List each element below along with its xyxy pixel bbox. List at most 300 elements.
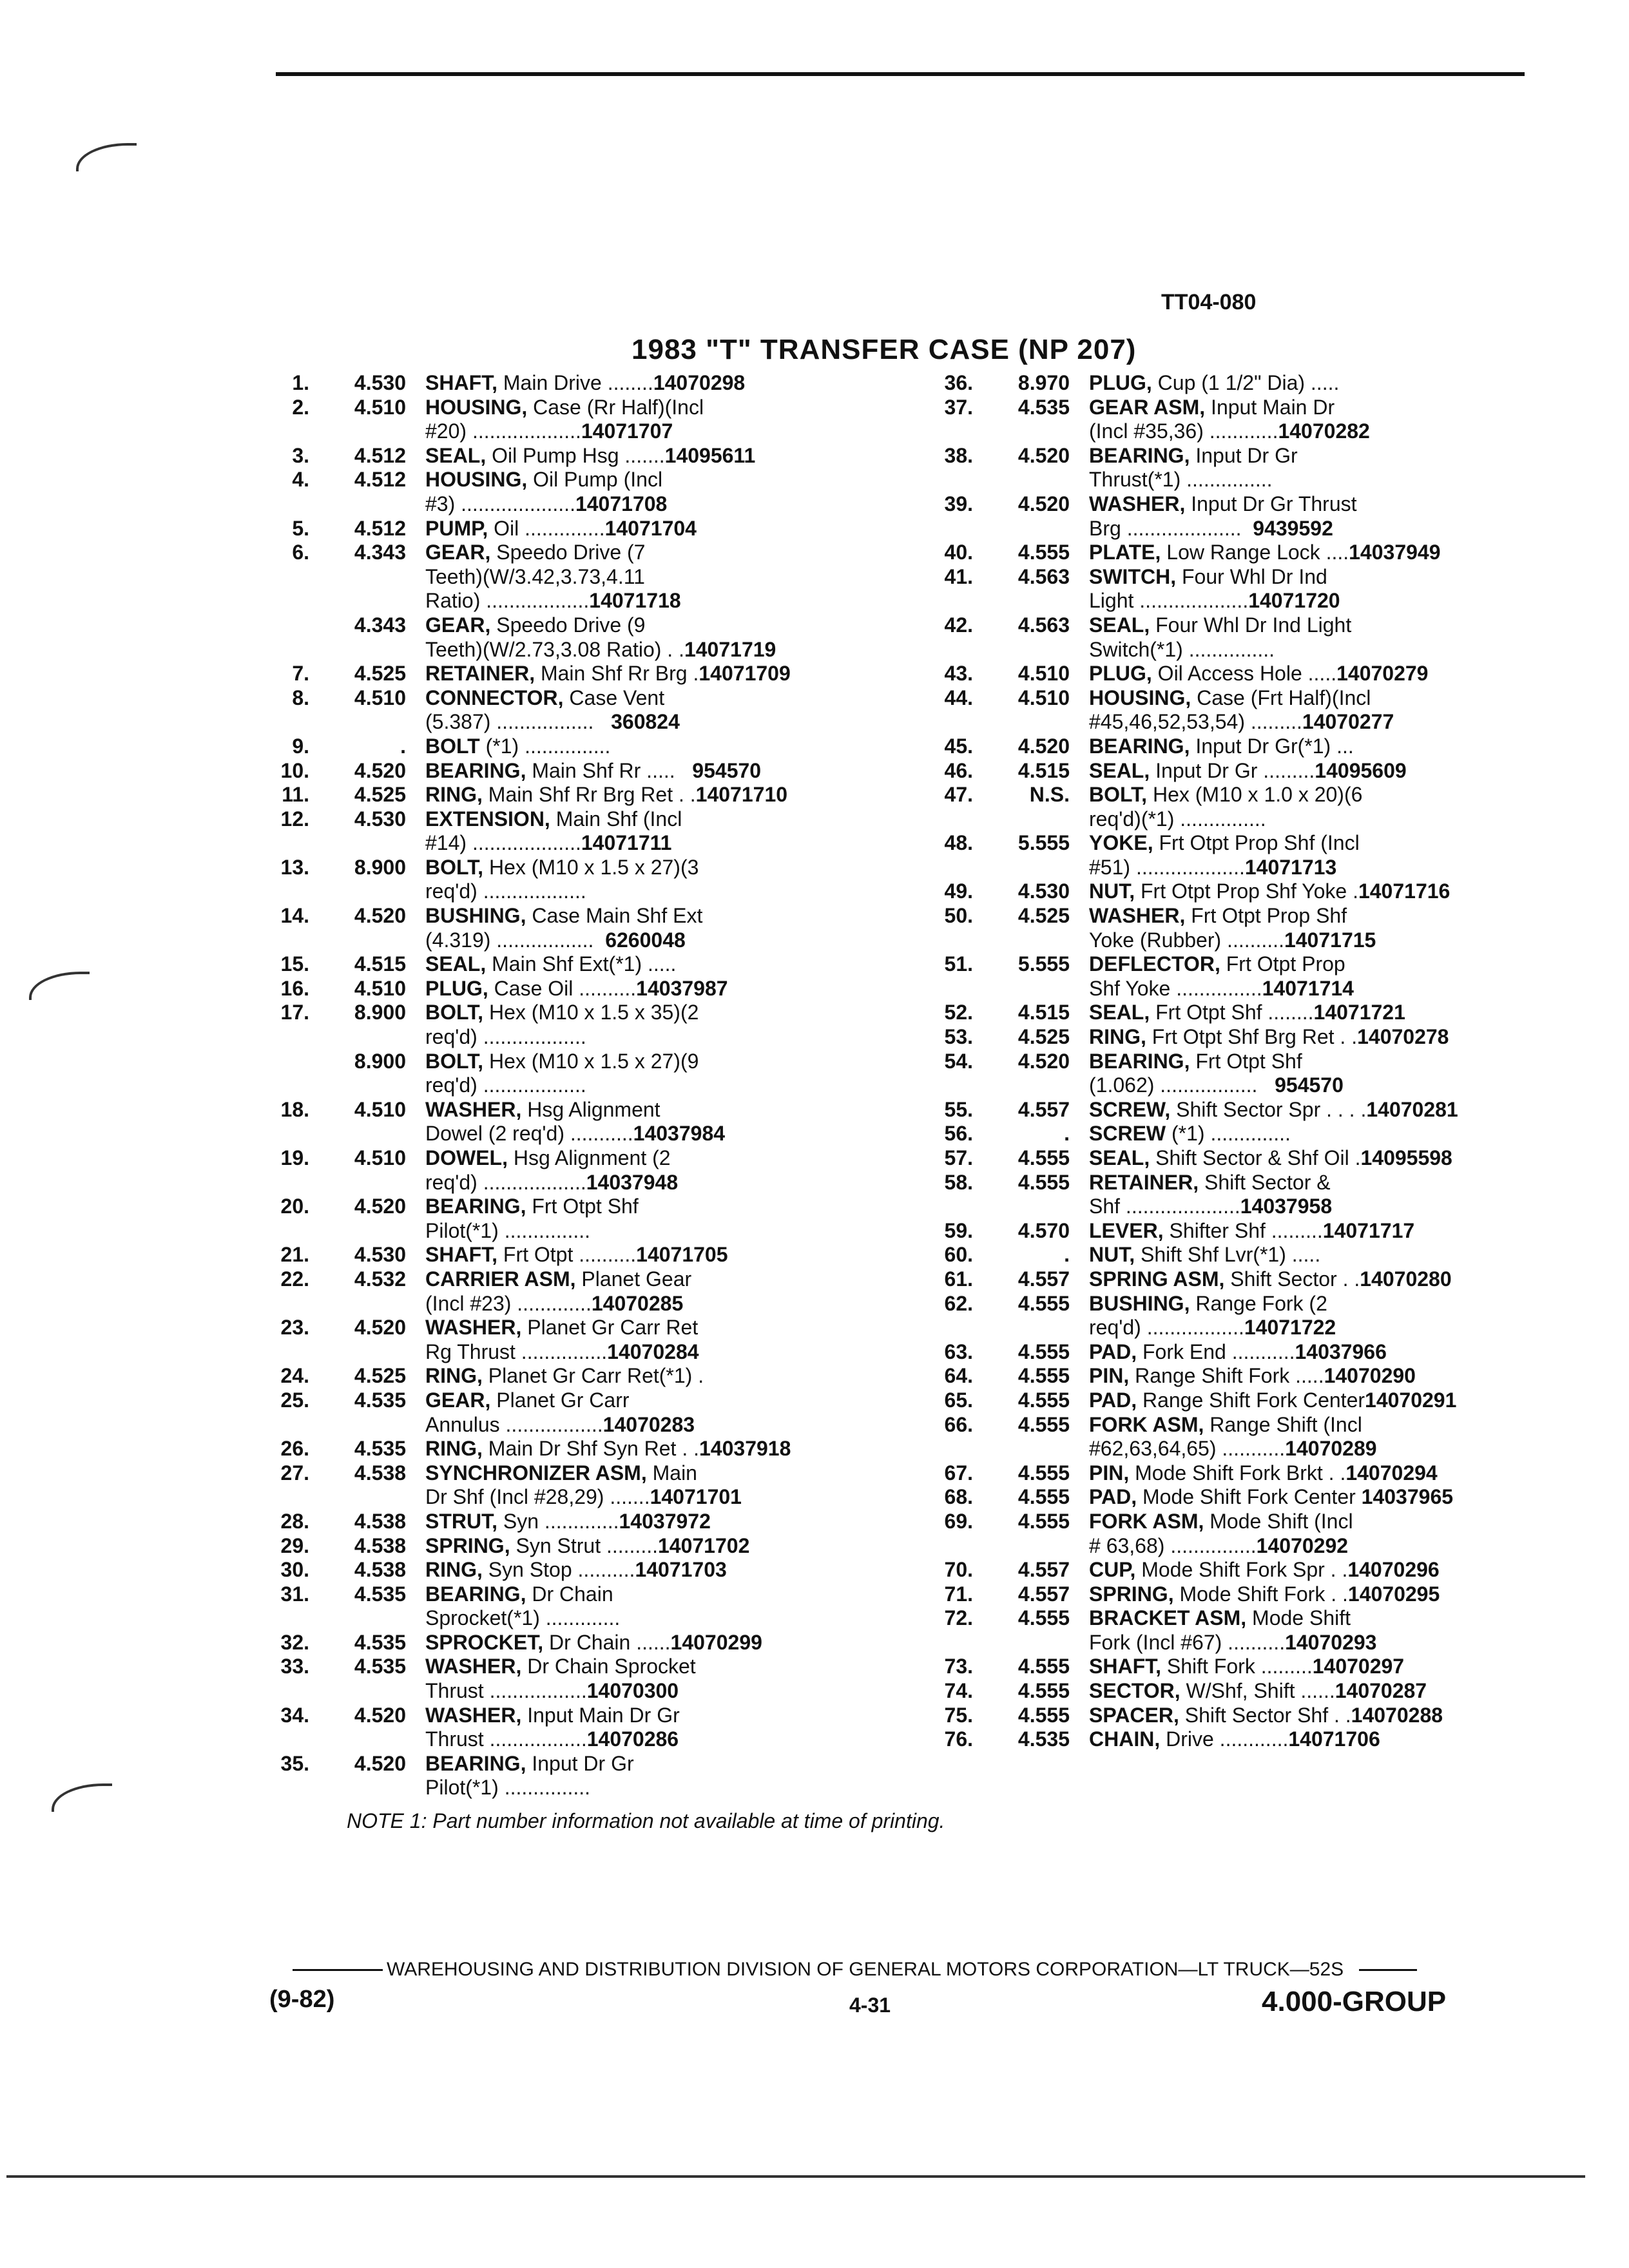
group-number — [309, 1727, 425, 1752]
item-number — [256, 1025, 309, 1050]
part-row — [256, 419, 985, 444]
item-number — [920, 977, 973, 1001]
part-detail: Input Dr Gr ......... — [1150, 758, 1315, 782]
item-number: 31. — [280, 1582, 309, 1606]
part-detail: req'd) ................. — [1089, 1316, 1244, 1340]
group-number: 4.535 — [1017, 395, 1070, 419]
part-description — [425, 1534, 985, 1559]
footer-dash — [293, 1969, 383, 1971]
part-description — [1089, 1485, 1629, 1510]
part-detail: Hex (M10 x 1.0 x 20)(6 — [1147, 783, 1363, 807]
group-number: 4.525 — [354, 1364, 406, 1388]
part-name: GEAR, — [425, 613, 491, 637]
part-detail: Four Whl Dr Ind Light — [1150, 613, 1352, 637]
part-detail: Planet Gr Carr Ret(*1) . — [482, 1364, 704, 1388]
group-number: 4.555 — [1017, 1655, 1070, 1678]
group-number: 4.538 — [354, 1533, 406, 1557]
part-name: HOUSING, — [425, 468, 528, 492]
item-number: 21. — [280, 1243, 309, 1267]
part-description — [425, 1073, 985, 1098]
part-name: SCREW — [1089, 1122, 1166, 1146]
part-detail: Hex (M10 x 1.5 x 35)(2 — [483, 1001, 699, 1024]
part-row — [920, 1364, 1629, 1389]
part-row — [920, 1389, 1629, 1413]
item-number: 44. — [944, 686, 973, 709]
group-number: 4.530 — [354, 371, 406, 394]
group-number — [973, 419, 1089, 444]
part-detail: Brg .................... — [1089, 516, 1253, 540]
item-number: 62. — [944, 1291, 973, 1315]
group-number: 8.900 — [354, 855, 406, 879]
part-detail: Mode Shift Fork . . — [1173, 1582, 1348, 1606]
part-number: 14071704 — [604, 516, 697, 540]
group-number: 4.510 — [354, 1146, 406, 1169]
group-number: 4.530 — [1017, 879, 1070, 903]
part-row — [256, 952, 985, 977]
item-number: 23. — [280, 1316, 309, 1340]
part-description — [425, 1098, 985, 1122]
group-number: 4.520 — [354, 1703, 406, 1727]
part-row — [920, 1146, 1629, 1171]
part-description — [425, 1752, 985, 1776]
part-number: 14071722 — [1244, 1316, 1336, 1340]
item-number: 72. — [944, 1606, 973, 1630]
part-description — [1089, 686, 1629, 711]
part-name: WASHER, — [1089, 492, 1186, 515]
part-number: 954570 — [692, 758, 762, 782]
part-description — [1089, 952, 1629, 977]
part-detail: #45,46,52,53,54) ......... — [1089, 710, 1302, 734]
part-detail: Thrust ................. — [425, 1679, 587, 1703]
part-name: PLUG, — [1089, 662, 1152, 686]
part-name: BRACKET ASM, — [1089, 1606, 1247, 1630]
item-number — [256, 1679, 309, 1704]
group-number — [973, 1631, 1089, 1655]
group-number — [309, 565, 425, 590]
part-number: 14037918 — [699, 1437, 791, 1461]
part-description — [425, 759, 985, 783]
group-number — [973, 468, 1089, 492]
part-detail: #62,63,64,65) ........... — [1089, 1437, 1286, 1461]
part-row — [920, 1171, 1629, 1195]
part-name: FORK ASM, — [1089, 1412, 1204, 1436]
part-detail: Ratio) .................. — [425, 589, 590, 613]
item-number: 20. — [280, 1195, 309, 1218]
group-number — [309, 1171, 425, 1195]
part-number: 14070287 — [1335, 1679, 1427, 1703]
part-number: 14071716 — [1358, 879, 1451, 903]
part-description — [425, 1364, 985, 1389]
part-row — [920, 735, 1629, 759]
item-number: 9. — [292, 734, 309, 758]
part-description — [425, 1727, 985, 1752]
part-name: PAD, — [1089, 1485, 1137, 1509]
part-description — [425, 1679, 985, 1704]
item-number: 34. — [280, 1703, 309, 1727]
part-detail: Oil Pump (Incl — [527, 468, 663, 492]
part-description — [1089, 1025, 1629, 1050]
item-number — [256, 613, 309, 638]
part-detail: Drive ............ — [1160, 1727, 1289, 1751]
group-number — [309, 1122, 425, 1146]
item-number: 36. — [944, 371, 973, 394]
item-number — [920, 807, 973, 832]
part-number: 14070295 — [1347, 1582, 1440, 1606]
part-row — [256, 1292, 985, 1316]
part-name: SWITCH, — [1089, 564, 1177, 588]
part-detail: (4.319) ................. — [425, 928, 606, 952]
item-number: 27. — [280, 1461, 309, 1485]
part-row — [256, 686, 985, 711]
item-number — [920, 468, 973, 492]
part-number: 14037966 — [1295, 1340, 1387, 1363]
part-detail: Frt Otpt Shf ........ — [1150, 1001, 1314, 1024]
part-detail: Oil Pump Hsg ....... — [486, 443, 665, 467]
part-number: 14071717 — [1322, 1218, 1415, 1242]
part-description — [425, 1606, 985, 1631]
part-row — [256, 1146, 985, 1171]
part-description — [425, 468, 985, 492]
part-row — [256, 1679, 985, 1704]
part-name: SHAFT, — [1089, 1655, 1161, 1678]
part-row — [920, 541, 1629, 565]
part-description — [1089, 1316, 1629, 1340]
part-detail: (*1) ............... — [479, 734, 611, 758]
part-detail: Shifter Shf ......... — [1163, 1218, 1323, 1242]
part-row — [256, 783, 985, 807]
part-name: HOUSING, — [1089, 686, 1191, 709]
part-row — [256, 541, 985, 565]
group-number — [309, 1340, 425, 1365]
part-row — [920, 1558, 1629, 1582]
item-number — [920, 856, 973, 880]
part-row — [256, 856, 985, 880]
group-number: 4.510 — [1017, 662, 1070, 686]
item-number — [256, 1171, 309, 1195]
part-detail: Case Oil .......... — [488, 976, 637, 1000]
group-number: 4.555 — [1017, 1679, 1070, 1703]
part-row — [920, 1606, 1629, 1631]
item-number: 28. — [280, 1509, 309, 1533]
part-detail: Planet Gr Carr — [490, 1388, 630, 1412]
part-detail: Input Dr Gr — [1190, 443, 1298, 467]
part-description — [425, 952, 985, 977]
part-description — [1089, 928, 1629, 953]
part-detail: Mode Shift (Incl — [1204, 1509, 1353, 1533]
part-detail: Shf Yoke ............... — [1089, 976, 1262, 1000]
part-number: 14071721 — [1313, 1001, 1405, 1024]
part-name: HOUSING, — [425, 395, 528, 419]
part-row — [920, 904, 1629, 928]
part-description — [425, 856, 985, 880]
item-number: 16. — [280, 976, 309, 1000]
part-description — [1089, 1558, 1629, 1582]
group-number: 4.525 — [1017, 1025, 1070, 1049]
part-description — [1089, 419, 1629, 444]
part-description — [1089, 1727, 1629, 1752]
part-detail: Low Range Lock .... — [1161, 541, 1349, 564]
part-detail: req'd)(*1) ............... — [1089, 807, 1266, 831]
part-description — [425, 396, 985, 420]
part-name: FORK ASM, — [1089, 1509, 1204, 1533]
group-number: 4.512 — [354, 468, 406, 492]
group-number: 4.563 — [1017, 613, 1070, 637]
group-number: 4.555 — [1017, 1388, 1070, 1412]
group-number: 4.555 — [1017, 1170, 1070, 1194]
part-number: 14071715 — [1284, 928, 1376, 952]
part-row — [256, 1001, 985, 1025]
item-number: 41. — [944, 564, 973, 588]
part-description — [425, 444, 985, 468]
item-number — [920, 1316, 973, 1340]
part-row — [256, 1485, 985, 1510]
part-number: 14070291 — [1365, 1388, 1457, 1412]
part-row — [920, 952, 1629, 977]
part-description — [425, 831, 985, 856]
group-number: 4.525 — [1017, 904, 1070, 928]
part-number: 14070297 — [1312, 1655, 1405, 1678]
group-number: 4.520 — [354, 1316, 406, 1340]
part-number: 14071707 — [581, 419, 673, 443]
part-description — [1089, 1606, 1629, 1631]
part-detail: Fork End ........... — [1137, 1340, 1295, 1363]
item-number — [256, 879, 309, 904]
group-number: 4.535 — [354, 1388, 406, 1412]
part-description — [1089, 1413, 1629, 1437]
group-number: 4.555 — [1017, 1364, 1070, 1388]
part-description — [1089, 492, 1629, 517]
part-detail: Input Main Dr Gr — [521, 1703, 680, 1727]
part-description — [425, 1001, 985, 1025]
part-detail: Syn ............. — [497, 1509, 619, 1533]
part-description — [1089, 565, 1629, 590]
item-number: 61. — [944, 1267, 973, 1291]
group-number — [309, 492, 425, 517]
part-description — [1089, 1461, 1629, 1486]
part-number: 14070289 — [1285, 1437, 1377, 1461]
group-number — [973, 977, 1089, 1001]
group-number — [309, 1292, 425, 1316]
item-number: 65. — [944, 1388, 973, 1412]
group-number: 5.555 — [1017, 952, 1070, 976]
part-name: WASHER, — [1089, 904, 1186, 928]
group-number: 8.970 — [1017, 371, 1070, 394]
part-description — [425, 879, 985, 904]
part-row — [920, 419, 1629, 444]
part-detail: # 63,68) ............... — [1089, 1533, 1257, 1557]
part-name: YOKE, — [1089, 831, 1153, 855]
part-detail: Shift Shf Lvr(*1) ..... — [1135, 1243, 1321, 1267]
part-row — [256, 1558, 985, 1582]
part-detail: Pilot(*1) ............... — [425, 1776, 591, 1800]
group-number: 4.538 — [354, 1461, 406, 1485]
part-row — [920, 613, 1629, 638]
part-row — [256, 1606, 985, 1631]
part-number: 14070298 — [653, 371, 746, 394]
item-number — [920, 1631, 973, 1655]
part-number: 14070294 — [1345, 1461, 1438, 1485]
part-description — [425, 613, 985, 638]
part-number: 14070283 — [602, 1412, 695, 1436]
part-number: 14070280 — [1360, 1267, 1452, 1291]
part-number: 14071713 — [1244, 855, 1337, 879]
part-number: 14070282 — [1278, 419, 1370, 443]
part-number: 14070300 — [586, 1679, 679, 1703]
part-description — [1089, 613, 1629, 638]
group-number: 4.343 — [354, 613, 406, 637]
part-description — [1089, 977, 1629, 1001]
item-number: 75. — [944, 1703, 973, 1727]
part-description — [1089, 1389, 1629, 1413]
part-description — [425, 1122, 985, 1146]
item-number: 33. — [280, 1655, 309, 1678]
group-number: 4.510 — [354, 976, 406, 1000]
part-description — [425, 1050, 985, 1074]
group-number: 4.535 — [354, 1437, 406, 1461]
part-number: 14071706 — [1288, 1727, 1380, 1751]
part-name: GEAR ASM, — [1089, 395, 1206, 419]
part-name: BEARING, — [1089, 734, 1190, 758]
part-detail: Range Shift (Incl — [1204, 1412, 1362, 1436]
part-row — [256, 1704, 985, 1728]
item-number — [256, 928, 309, 953]
part-number: 14070296 — [1347, 1558, 1440, 1582]
part-description — [1089, 517, 1629, 541]
part-number: 14070285 — [591, 1291, 684, 1315]
part-number: 14071714 — [1262, 976, 1354, 1000]
part-description — [1089, 879, 1629, 904]
part-number: 14037949 — [1349, 541, 1441, 564]
item-number: 52. — [944, 1001, 973, 1024]
part-description — [425, 1655, 985, 1679]
part-row — [256, 1655, 985, 1679]
part-row — [920, 589, 1629, 613]
group-number: 4.535 — [1017, 1727, 1070, 1751]
item-number — [256, 1292, 309, 1316]
part-name: PLUG, — [1089, 371, 1152, 394]
part-row — [920, 710, 1629, 735]
part-number: 14037984 — [633, 1122, 726, 1146]
part-name: CONNECTOR, — [425, 686, 564, 709]
part-detail: Syn Strut ......... — [510, 1533, 658, 1557]
part-name: RING, — [425, 1558, 483, 1582]
part-row — [920, 1510, 1629, 1534]
part-description — [425, 1267, 985, 1292]
part-detail: Syn Stop .......... — [482, 1558, 635, 1582]
part-name: CARRIER ASM, — [425, 1267, 576, 1291]
part-row — [920, 1534, 1629, 1559]
item-number: 14. — [280, 904, 309, 928]
part-name: SHAFT, — [425, 371, 497, 394]
part-row — [256, 492, 985, 517]
part-detail: Frt Otpt Prop — [1220, 952, 1345, 976]
part-description — [1089, 1655, 1629, 1679]
part-detail: Thrust(*1) ............... — [1089, 468, 1273, 492]
part-detail: Thrust ................. — [425, 1727, 587, 1751]
item-number: 66. — [944, 1412, 973, 1436]
part-description — [1089, 396, 1629, 420]
part-row — [920, 1485, 1629, 1510]
part-description — [1089, 1122, 1629, 1146]
part-description — [1089, 589, 1629, 613]
part-detail: Dr Chain — [526, 1582, 613, 1606]
item-number: 26. — [280, 1437, 309, 1461]
part-name: RETAINER, — [1089, 1170, 1199, 1194]
part-name: SEAL, — [425, 952, 487, 976]
punch-mark — [52, 1783, 112, 1812]
part-row — [920, 977, 1629, 1001]
item-number: 69. — [944, 1509, 973, 1533]
part-description — [425, 904, 985, 928]
item-number: 54. — [944, 1049, 973, 1073]
group-number: 8.900 — [354, 1001, 406, 1024]
part-description — [1089, 1364, 1629, 1389]
part-name: BUSHING, — [1089, 1291, 1190, 1315]
footer-dash — [1359, 1969, 1417, 1971]
part-description — [425, 492, 985, 517]
part-name: DOWEL, — [425, 1146, 508, 1169]
item-number: 56. — [944, 1122, 973, 1146]
part-row — [256, 1461, 985, 1486]
part-detail: (1.062) ................. — [1089, 1073, 1275, 1097]
part-number: 14095609 — [1315, 758, 1407, 782]
part-name: BEARING, — [425, 1195, 526, 1218]
part-number: 14071709 — [699, 662, 791, 686]
part-description — [1089, 1098, 1629, 1122]
group-number — [973, 1437, 1089, 1461]
document-code: TT04-080 — [1161, 290, 1257, 314]
item-number: 2. — [292, 395, 309, 419]
part-description — [1089, 1534, 1629, 1559]
part-detail: Pilot(*1) ............... — [425, 1218, 591, 1242]
item-number: 18. — [280, 1097, 309, 1121]
part-description — [1089, 1171, 1629, 1195]
part-row — [920, 1631, 1629, 1655]
part-name: SEAL, — [1089, 758, 1150, 782]
part-row — [256, 468, 985, 492]
part-description — [1089, 1050, 1629, 1074]
part-row — [920, 783, 1629, 807]
part-row — [256, 396, 985, 420]
part-name: BEARING, — [425, 1582, 526, 1606]
part-detail: Case Vent — [563, 686, 665, 709]
group-number — [973, 807, 1089, 832]
part-description — [425, 1171, 985, 1195]
group-number: 4.520 — [1017, 492, 1070, 515]
part-row — [256, 1437, 985, 1461]
part-detail: Case Main Shf Ext — [526, 904, 703, 928]
part-row — [256, 444, 985, 468]
part-description — [425, 638, 985, 662]
item-number: 1. — [292, 371, 309, 394]
part-name: DEFLECTOR, — [1089, 952, 1220, 976]
item-number: 76. — [944, 1727, 973, 1751]
part-detail: Frt Otpt Prop Shf Yoke . — [1135, 879, 1358, 903]
group-number: 4.525 — [354, 662, 406, 686]
group-number: 4.520 — [354, 1751, 406, 1775]
item-number: 47. — [944, 783, 973, 807]
group-number: 4.530 — [354, 807, 406, 831]
item-number — [920, 1534, 973, 1559]
part-description — [425, 1195, 985, 1219]
part-detail: Shift Sector & — [1199, 1170, 1331, 1194]
item-number: 67. — [944, 1461, 973, 1485]
group-number — [309, 1413, 425, 1437]
part-description — [1089, 1510, 1629, 1534]
part-detail: (5.387) ................. — [425, 710, 612, 734]
item-number: 60. — [944, 1243, 973, 1267]
item-number: 50. — [944, 904, 973, 928]
